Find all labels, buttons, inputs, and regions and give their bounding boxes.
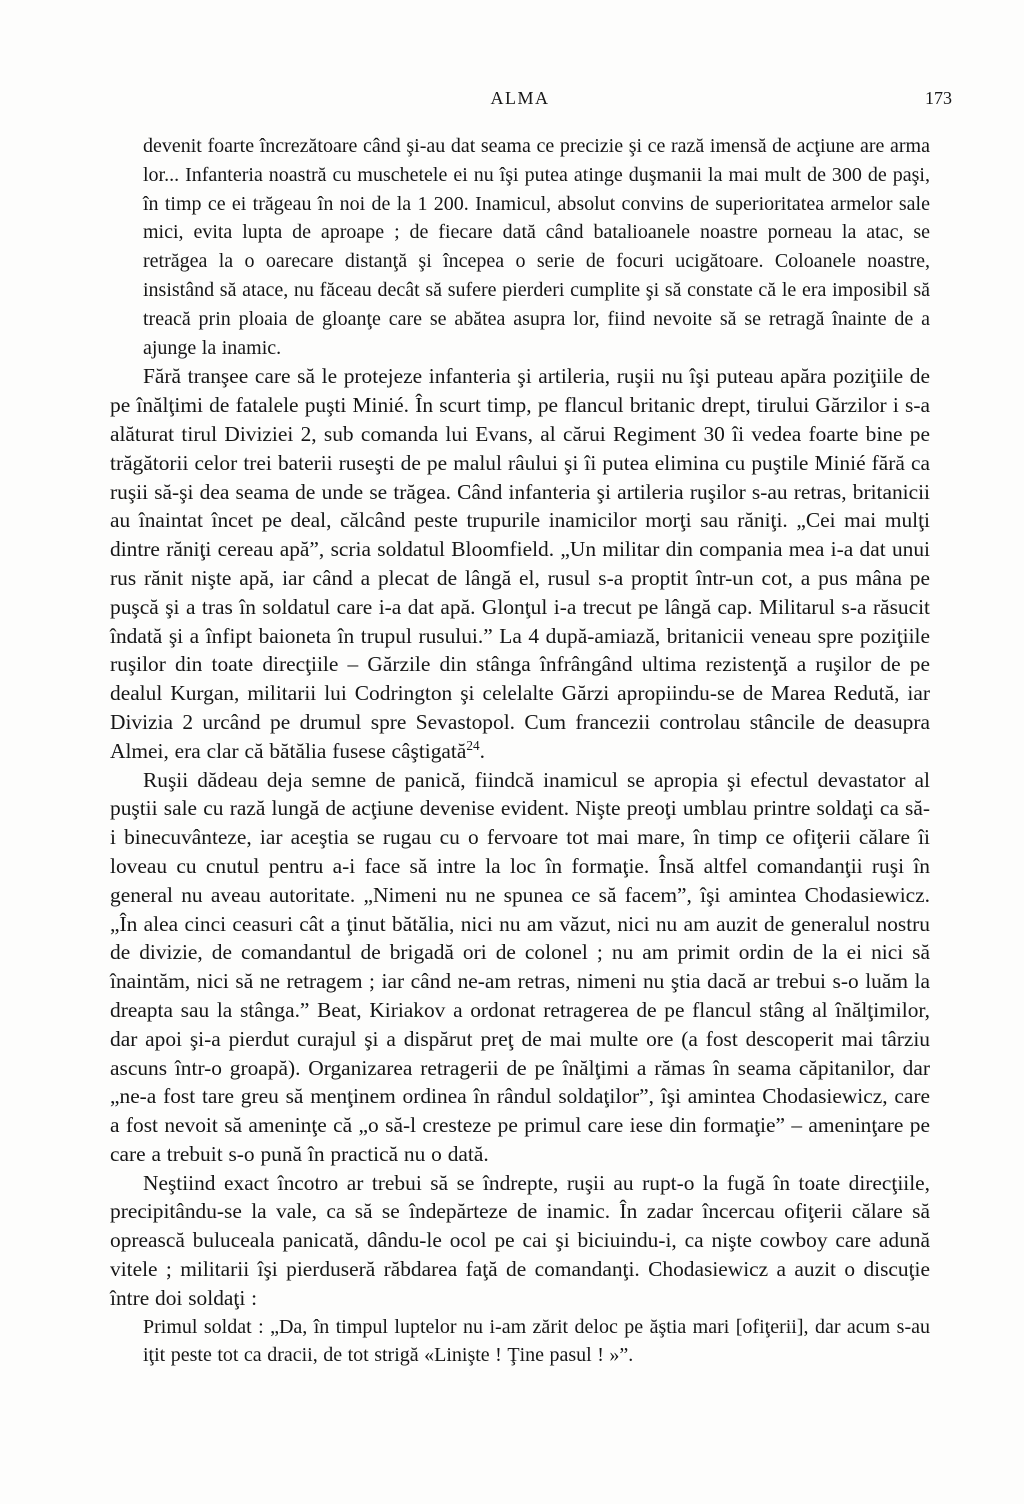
paragraph-body-flight: Neştiind exact încotro ar trebui să se îndrepte, ruşii au rupt-o la fugă în toate direcţiile, precipitându-se la vale, ca să se îndepărteze de inamic. În zadar încercau ofiţerii călare să oprească buluceala panicată, dându-le ocol pe cai şi biciuindu-i, ca nişte cowboy care adună vitele ; militarii îşi pierduseră răbdarea faţă de comandanţi. Chodasiewicz a auzit o discuţie între doi soldaţi : bbox=[110, 1170, 930, 1310]
page-number: 173 bbox=[925, 88, 952, 108]
paragraph-soldier-dialogue-quote: Primul soldat : „Da, în timpul luptelor nu i-am zărit deloc pe ăştia mari [ofiţerii], dar acum s-au iţit peste tot ca dracii, de tot strigă «Linişte ! Ţine pasul ! »”. bbox=[143, 1315, 930, 1367]
running-title: ALMA bbox=[490, 88, 550, 108]
paragraph-text: Fără tranşee care să le protejeze infanteria şi artileria, ruşii nu îşi puteau apăra poziţiile de pe înălţimi de fatalele puşti Minié. În scurt timp, pe flancul britanic drept, tirului Gărzilor i s-a alăturat tirul Diviziei 2, sub comanda lui Evans, al cărui Regiment 30 îi vedea foarte bine pe trăgătorii celor trei baterii ruseşti de pe malul râului şi îi putea elimina cu puştile Minié fără ca ruşii să-şi dea seama de unde se trăgea. Când infanteria şi artileria ruşilor s-au retras, britanicii au înaintat încet pe deal, călcând peste trupurile inamicilor morţi sau răniţi. „Cei mai mulţi dintre răniţi cereau apă”, scria soldatul Bloomfield. „Un militar din compania mea i-a dat unui rus rănit nişte apă, iar când a plecat de lângă el, rusul s-a proptit într-un cot, a pus mâna pe puşcă şi a tras în soldatul care i-a dat apă. Glonţul i-a trecut pe lângă cap. Militarul s-a răsucit îndată şi a înfipt baioneta în trupul rusului.” La 4 după-amiază, britanicii veneau spre poziţiile ruşilor din toate direcţiile – Gărzile din stânga înfrângând ultima rezistenţă a ruşilor de pe dealul Kurgan, militarii lui Codrington şi celelalte Gărzi apropiindu-se de Marea Redută, iar Divizia 2 urcând pe drumul spre Sevastopol. Cum francezii controlau stâncile de deasupra Almei, era clar că bătălia fusese câştigată bbox=[110, 364, 930, 763]
footnote-ref-24: 24 bbox=[466, 737, 480, 753]
paragraph-quote-continuation: devenit foarte încrezătoare când şi-au dat seama ce precizie şi ce rază imensă de acţiune are arma lor... Infanteria noastră cu muschetele ei nu îşi putea atinge duşmanii la mai mult de 300 de paşi, în timp ce ei trăgeau în noi de la 1 200. Inamicul, absolut convins de superioritatea armelor sale mici, evita lupta de aproape ; de fiecare dată când batalioanele noastre porneau la atac, se retrăgea la o oarecare distanţă şi începea o serie de focuri ucigătoare. Coloanele noastre, insistând să atace, nu făceau decât să sufere pierderi cumplite şi să constate că le era imposibil să treacă prin ploaia de gloanţe care se abătea asupra lor, fiind nevoite să se retragă înainte de a ajunge la inamic. bbox=[143, 135, 930, 359]
paragraph-body-russian-panic: Ruşii dădeau deja semne de panică, fiindcă inamicul se apropia şi efectul devastator al puştii sale cu rază lungă de acţiune devenise evident. Nişte preoţi umblau printre soldaţi ca să-i binecuvânteze, iar aceştia se rugau cu o fervoare tot mai mare, în timp ce ofiţerii călare îi loveau cu cnutul pentru a-i face să intre la loc în formaţie. Însă altfel comandanţii ruşi în general nu aveau autoritate. „Nimeni nu ne spunea ce să facem”, îşi amintea Chodasiewicz. „În alea cinci ceasuri cât a ţinut bătălia, nici nu am văzut, nici nu am auzit de generalul nostru de divizie, de comandantul de brigadă ori de colonel ; nu am primit ordin de la ei nici să înaintăm, nici să ne retragem ; iar când ne-am retras, nimeni nu ştia dacă ar trebui s-o luăm la dreapta sau la stânga.” Beat, Kiriakov a ordonat retragerea de pe flancul stâng al înălţimilor, dar apoi şi-a pierdut curajul şi a dispărut preţ de mai multe ore (a fost descoperit mai târziu ascuns într-o groapă). Organizarea retragerii de pe înălţimi a rămas în seama căpitanilor, dar „ne-a fost tare greu să menţinem ordinea în rândul soldaţilor”, îşi amintea Chodasiewicz, care a fost nevoit să ameninţe că „o să-l cresteze pe primul care iese din formaţie” – ameninţare pe care a trebuit s-o pună în practică nu o dată. bbox=[110, 767, 930, 1166]
page-header bbox=[110, 88, 952, 108]
paragraph-body-battle-won bbox=[110, 362, 930, 765]
paragraph-text-end: . bbox=[479, 738, 485, 763]
page-text-column bbox=[110, 132, 930, 1370]
